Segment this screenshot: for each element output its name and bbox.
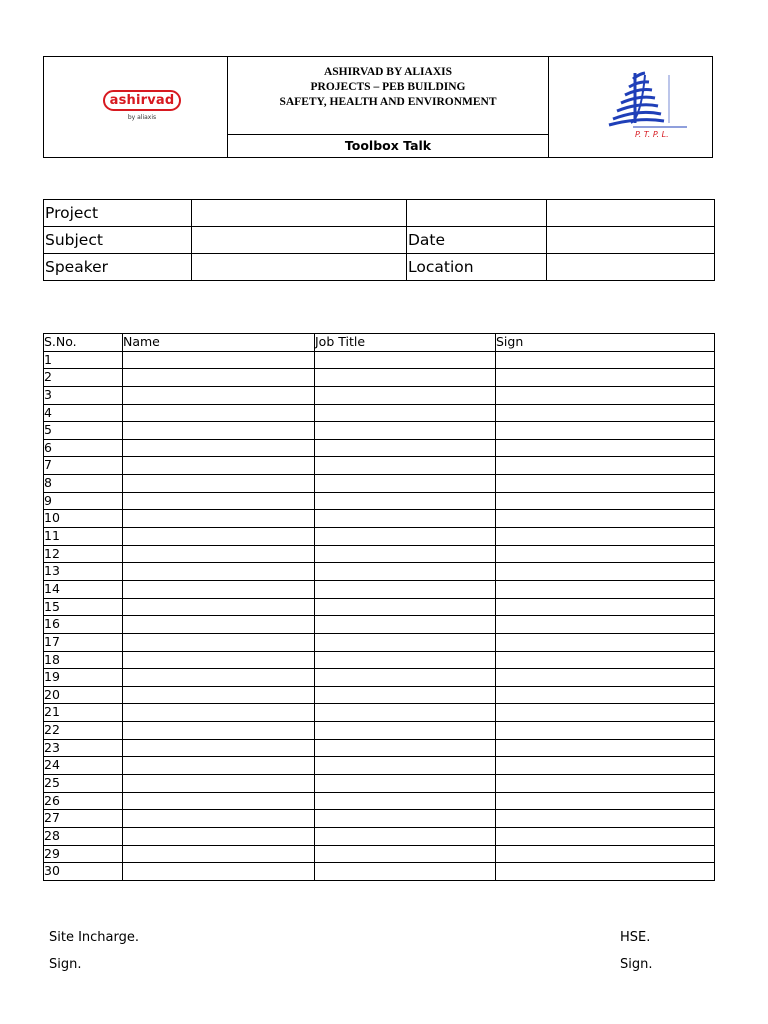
row-sno: 10 [44, 510, 123, 528]
table-row [44, 351, 715, 369]
row-sign[interactable] [496, 704, 715, 722]
row-sno: 25 [44, 775, 123, 793]
table-row [44, 792, 715, 810]
table-row [44, 386, 715, 404]
speaker-value[interactable] [192, 254, 407, 281]
table-row [44, 510, 715, 528]
table-row [44, 616, 715, 634]
table-row [44, 775, 715, 793]
row-sign[interactable] [496, 510, 715, 528]
info-row-subject [44, 227, 715, 254]
row-name[interactable] [123, 598, 315, 616]
row-sign[interactable] [496, 633, 715, 651]
row-sign[interactable] [496, 386, 715, 404]
row-job-title[interactable] [315, 722, 496, 740]
row-job-title[interactable] [315, 422, 496, 440]
row-sno: 26 [44, 792, 123, 810]
header-titles [228, 57, 548, 135]
row-sign[interactable] [496, 422, 715, 440]
row-sign[interactable] [496, 439, 715, 457]
row-sign[interactable] [496, 686, 715, 704]
row-sign[interactable] [496, 369, 715, 387]
row-name[interactable] [123, 651, 315, 669]
hse-label: HSE. [620, 930, 651, 945]
row-sign[interactable] [496, 528, 715, 546]
info-row-speaker [44, 254, 715, 281]
table-row [44, 704, 715, 722]
row-job-title[interactable] [315, 669, 496, 687]
row-sno: 12 [44, 545, 123, 563]
row-job-title[interactable] [315, 651, 496, 669]
row-name[interactable] [123, 792, 315, 810]
row-name[interactable] [123, 810, 315, 828]
row-name[interactable] [123, 510, 315, 528]
row-sno: 18 [44, 651, 123, 669]
row-name[interactable] [123, 669, 315, 687]
table-row [44, 598, 715, 616]
location-value[interactable] [547, 254, 715, 281]
info-table [43, 199, 715, 281]
row-sno: 14 [44, 580, 123, 598]
header-title-line-2: PROJECTS – PEB BUILDING [310, 81, 466, 93]
table-row [44, 686, 715, 704]
row-name[interactable] [123, 863, 315, 881]
table-row [44, 580, 715, 598]
site-incharge-sign-label: Sign. [49, 957, 82, 972]
ptpl-building-icon [609, 73, 664, 125]
ashirvad-logo: ashirvad [103, 90, 181, 111]
table-row [44, 669, 715, 687]
table-row [44, 528, 715, 546]
row-name[interactable] [123, 580, 315, 598]
ptpl-logo-cell [549, 57, 713, 157]
row-name[interactable] [123, 633, 315, 651]
row-sign[interactable] [496, 598, 715, 616]
table-row [44, 863, 715, 881]
row-job-title[interactable] [315, 757, 496, 775]
row-name[interactable] [123, 457, 315, 475]
table-row [44, 651, 715, 669]
table-row [44, 439, 715, 457]
row-name[interactable] [123, 827, 315, 845]
table-row [44, 810, 715, 828]
table-row [44, 757, 715, 775]
row-sno: 27 [44, 810, 123, 828]
col-header-sno: S.No. [44, 334, 123, 352]
date-label: Date [407, 227, 547, 254]
row-sign[interactable] [496, 404, 715, 422]
row-name[interactable] [123, 722, 315, 740]
project-value[interactable] [192, 200, 407, 227]
row-job-title[interactable] [315, 598, 496, 616]
row-job-title[interactable] [315, 863, 496, 881]
row-sno: 11 [44, 528, 123, 546]
row-sign[interactable] [496, 545, 715, 563]
ptpl-logo [549, 57, 713, 157]
table-row [44, 545, 715, 563]
table-row [44, 563, 715, 581]
row-job-title[interactable] [315, 845, 496, 863]
row-sign[interactable] [496, 863, 715, 881]
row-name[interactable] [123, 775, 315, 793]
row-name[interactable] [123, 845, 315, 863]
table-row [44, 457, 715, 475]
row-sno: 7 [44, 457, 123, 475]
row-name[interactable] [123, 686, 315, 704]
header-title-line-1: ASHIRVAD BY ALIAXIS [323, 66, 453, 78]
row-job-title[interactable] [315, 616, 496, 634]
table-row [44, 845, 715, 863]
row-sign[interactable] [496, 651, 715, 669]
row-name[interactable] [123, 386, 315, 404]
row-name[interactable] [123, 404, 315, 422]
attendance-header-row [44, 334, 715, 352]
row-name[interactable] [123, 757, 315, 775]
row-sno: 17 [44, 633, 123, 651]
table-row [44, 422, 715, 440]
row-job-title[interactable] [315, 827, 496, 845]
subject-value[interactable] [192, 227, 407, 254]
row-name[interactable] [123, 369, 315, 387]
row-job-title[interactable] [315, 739, 496, 757]
row-sign[interactable] [496, 351, 715, 369]
row-sno: 8 [44, 475, 123, 493]
project-label: Project [44, 200, 192, 227]
ashirvad-logo-cell [44, 57, 228, 157]
row-job-title[interactable] [315, 510, 496, 528]
row-sno: 30 [44, 863, 123, 881]
row-sno: 6 [44, 439, 123, 457]
subject-label: Subject [44, 227, 192, 254]
ashirvad-tagline: by aliaxis [127, 114, 157, 121]
row-job-title[interactable] [315, 545, 496, 563]
row-sign[interactable] [496, 757, 715, 775]
table-row [44, 492, 715, 510]
row-sno: 20 [44, 686, 123, 704]
col-header-job-title: Job Title [315, 334, 496, 352]
row-sign[interactable] [496, 739, 715, 757]
row-sno: 29 [44, 845, 123, 863]
col-header-name: Name [123, 334, 315, 352]
speaker-label: Speaker [44, 254, 192, 281]
row-job-title[interactable] [315, 563, 496, 581]
header-title-cell [228, 57, 549, 157]
row-job-title[interactable] [315, 492, 496, 510]
table-row [44, 739, 715, 757]
document-header [43, 56, 713, 158]
row-job-title[interactable] [315, 633, 496, 651]
row-job-title[interactable] [315, 704, 496, 722]
row-sign[interactable] [496, 616, 715, 634]
row-job-title[interactable] [315, 475, 496, 493]
row-job-title[interactable] [315, 686, 496, 704]
row-job-title[interactable] [315, 775, 496, 793]
site-incharge-label: Site Incharge. [49, 930, 140, 945]
row-job-title[interactable] [315, 439, 496, 457]
row-sno: 9 [44, 492, 123, 510]
hse-sign-label: Sign. [620, 957, 653, 972]
row-sno: 16 [44, 616, 123, 634]
info-row-project [44, 200, 715, 227]
row-sno: 28 [44, 827, 123, 845]
row-name[interactable] [123, 704, 315, 722]
row-sign[interactable] [496, 775, 715, 793]
attendance-table [43, 333, 715, 881]
table-row [44, 633, 715, 651]
row-sno: 15 [44, 598, 123, 616]
col-header-sign: Sign [496, 334, 715, 352]
row-name[interactable] [123, 563, 315, 581]
row-sno: 5 [44, 422, 123, 440]
row-sno: 4 [44, 404, 123, 422]
row-job-title[interactable] [315, 528, 496, 546]
row-job-title[interactable] [315, 351, 496, 369]
location-label: Location [407, 254, 547, 281]
row-name[interactable] [123, 545, 315, 563]
row-sign[interactable] [496, 845, 715, 863]
row-sign[interactable] [496, 792, 715, 810]
row-sign[interactable] [496, 669, 715, 687]
row-job-title[interactable] [315, 580, 496, 598]
row-name[interactable] [123, 492, 315, 510]
row-job-title[interactable] [315, 457, 496, 475]
row-sno: 1 [44, 351, 123, 369]
row-job-title[interactable] [315, 792, 496, 810]
row-name[interactable] [123, 739, 315, 757]
row-sno: 19 [44, 669, 123, 687]
row-name[interactable] [123, 616, 315, 634]
document-subtitle: Toolbox Talk [344, 138, 432, 153]
table-row [44, 827, 715, 845]
row-sno: 24 [44, 757, 123, 775]
row-job-title[interactable] [315, 810, 496, 828]
info-blank-value[interactable] [547, 200, 715, 227]
row-sno: 23 [44, 739, 123, 757]
date-value[interactable] [547, 227, 715, 254]
table-row [44, 722, 715, 740]
row-name[interactable] [123, 439, 315, 457]
header-title-line-3: SAFETY, HEALTH AND ENVIRONMENT [279, 96, 497, 108]
row-sno: 22 [44, 722, 123, 740]
row-job-title[interactable] [315, 386, 496, 404]
row-sign[interactable] [496, 475, 715, 493]
table-row [44, 475, 715, 493]
row-sno: 13 [44, 563, 123, 581]
row-name[interactable] [123, 475, 315, 493]
row-sno: 3 [44, 386, 123, 404]
row-sign[interactable] [496, 563, 715, 581]
row-name[interactable] [123, 528, 315, 546]
row-name[interactable] [123, 422, 315, 440]
row-job-title[interactable] [315, 404, 496, 422]
info-blank-label [407, 200, 547, 227]
row-sign[interactable] [496, 827, 715, 845]
row-sno: 2 [44, 369, 123, 387]
row-name[interactable] [123, 351, 315, 369]
table-row [44, 369, 715, 387]
table-row [44, 404, 715, 422]
row-job-title[interactable] [315, 369, 496, 387]
row-sign[interactable] [496, 492, 715, 510]
row-sign[interactable] [496, 457, 715, 475]
row-sign[interactable] [496, 810, 715, 828]
ptpl-logo-text: P. T. P. L. [635, 130, 669, 139]
row-sign[interactable] [496, 722, 715, 740]
row-sno: 21 [44, 704, 123, 722]
row-sign[interactable] [496, 580, 715, 598]
